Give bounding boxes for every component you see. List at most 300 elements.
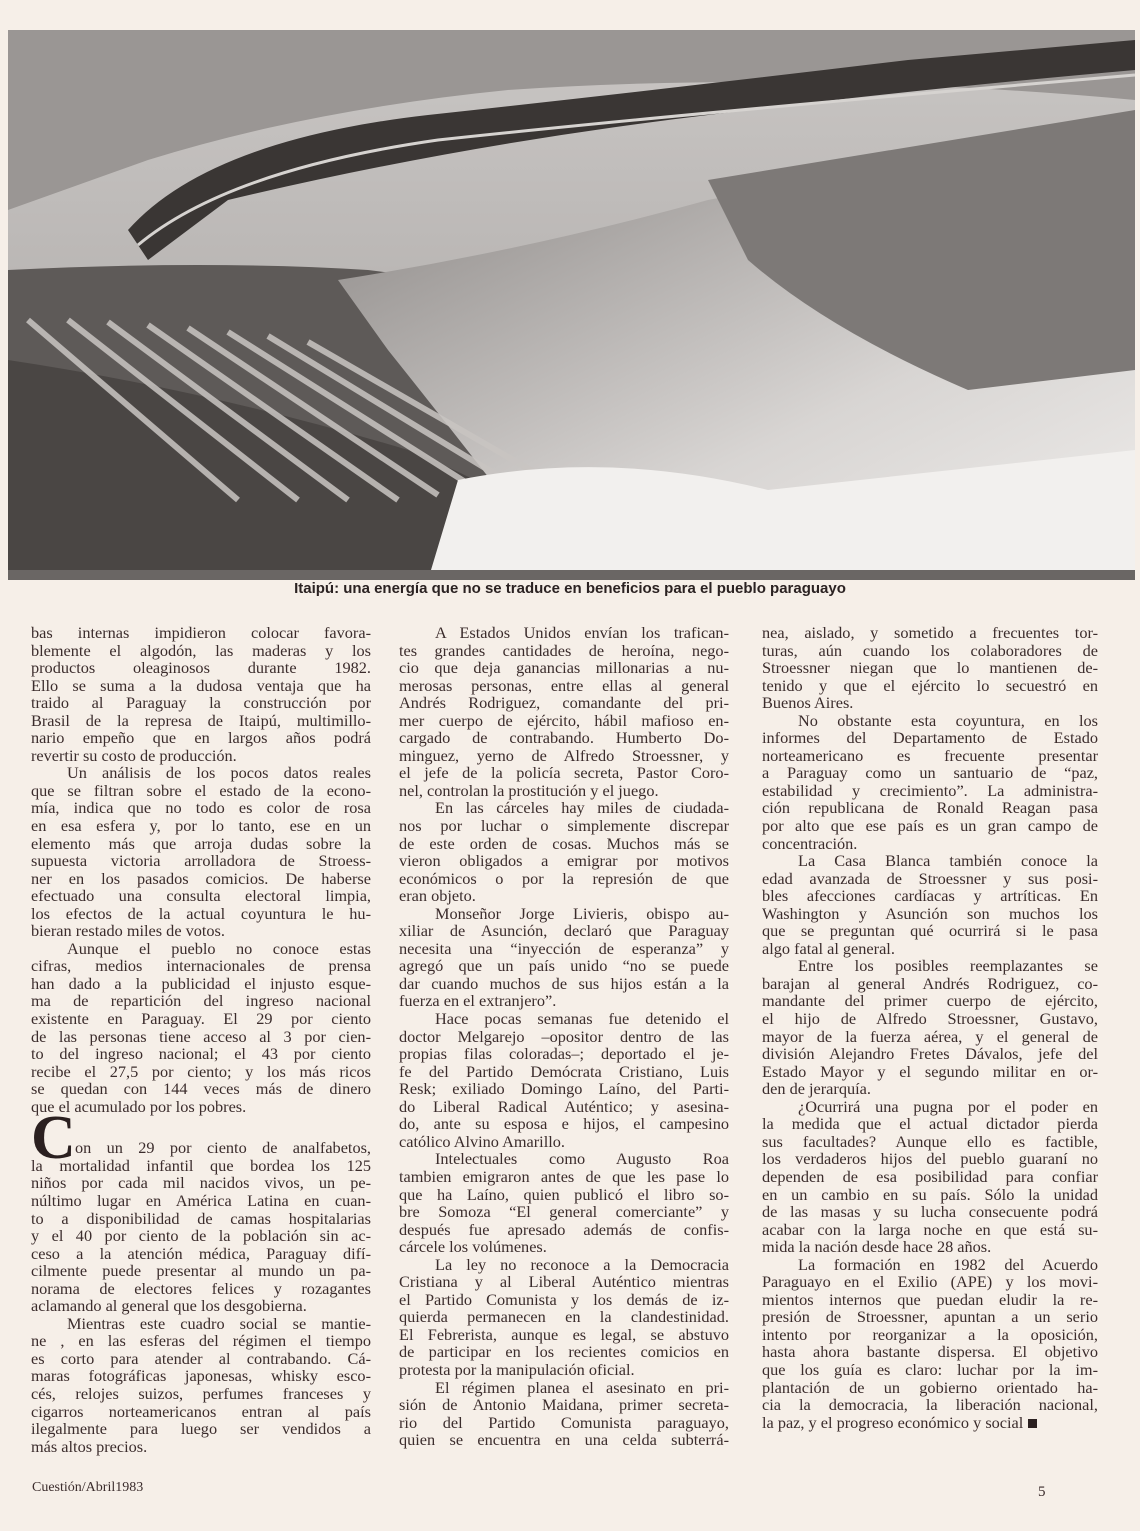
text-line — [762, 1028, 1098, 1046]
line-text: ma de repartición del ingreso nacional — [31, 991, 371, 1011]
text-line — [31, 1063, 371, 1081]
text-line — [31, 940, 371, 958]
text-line — [399, 1063, 729, 1081]
article-column-right — [762, 624, 1098, 1431]
line-text: revertir su costo de producción. — [31, 745, 237, 765]
text-line — [399, 799, 729, 817]
line-text: sus facultades? Aunque ello es factible, — [762, 1131, 1098, 1151]
text-line — [31, 1403, 371, 1421]
text-line — [762, 992, 1098, 1010]
line-text: cigarros norteamericanos entran al país — [31, 1401, 371, 1421]
line-text: en un cambio en su país. Sólo la unidad — [762, 1184, 1098, 1204]
text-line — [399, 1080, 729, 1098]
text-line — [31, 1332, 371, 1350]
line-text: to a disponibilidad de camas hospitalarias — [31, 1208, 371, 1228]
text-line — [399, 1045, 729, 1063]
text-line — [762, 1115, 1098, 1133]
article-paragraph — [399, 624, 729, 799]
text-line — [762, 1080, 1098, 1098]
line-text: Resk; exiliado Domingo Laíno, del Parti- — [399, 1079, 729, 1099]
line-text: que se filtran sobre el estado de la econo- — [31, 780, 371, 800]
text-line — [31, 852, 371, 870]
text-line — [399, 642, 729, 660]
line-text: El régimen planea el asesinato en pri- — [435, 1377, 729, 1397]
line-text: mayor de la fuerza aérea, y el general de — [762, 1026, 1098, 1046]
line-text: Monseñor Jorge Livieris, obispo au- — [435, 903, 729, 923]
text-line — [399, 1221, 729, 1239]
line-text: sión de Antonio Maidana, primer secreta- — [399, 1395, 729, 1415]
line-text: tenido y que el ejército lo secuestró en — [762, 675, 1098, 695]
text-line — [399, 1010, 729, 1028]
article-paragraph — [31, 764, 371, 939]
text-line — [762, 1168, 1098, 1186]
line-text: cés, relojes suizos, perfumes franceses y — [31, 1383, 371, 1403]
line-text: ne , en las esferas del régimen el tiempo — [31, 1331, 371, 1351]
line-text: doctor Melgarejo –opositor dentro de las — [399, 1026, 729, 1046]
text-line — [399, 905, 729, 923]
line-text: dar cuando muchos de sus hijos están a la — [399, 973, 729, 993]
text-line — [399, 852, 729, 870]
text-line — [31, 729, 371, 747]
line-text: el hijo de Alfredo Stroessner, Gustavo, — [762, 1009, 1098, 1029]
text-line — [399, 694, 729, 712]
text-line — [31, 905, 371, 923]
line-text: hasta ahora bastante dispersa. El objetivo — [762, 1342, 1098, 1362]
text-line — [399, 870, 729, 888]
line-text: merosas personas, entre ellas al general — [399, 675, 729, 695]
line-text: en esa esfera y, por lo tanto, ese en un — [31, 816, 371, 836]
line-text: plantación de un gobierno orientado ha- — [762, 1377, 1098, 1397]
line-text: que se preguntan qué ocurrirá si le pasa — [762, 921, 1098, 941]
text-line — [399, 747, 729, 765]
line-text: acabar con la larga noche en que está su- — [762, 1219, 1098, 1239]
line-text: ¿Ocurrirá una pugna por el poder en — [798, 1096, 1098, 1116]
article-column-middle — [399, 624, 729, 1449]
text-line — [31, 1385, 371, 1403]
text-line — [399, 1028, 729, 1046]
text-line — [762, 870, 1098, 888]
line-text: necesita una “inyección de esperanza” y — [399, 938, 729, 958]
text-line — [399, 712, 729, 730]
text-line — [399, 1186, 729, 1204]
line-text: el Partido Comunista y los demás de iz- — [399, 1289, 729, 1309]
text-line — [399, 729, 729, 747]
text-line — [399, 1379, 729, 1397]
line-text: tambien emigraron antes de que les pase lo — [399, 1166, 729, 1186]
line-text: mer cuerpo de ejército, hábil mafioso en- — [399, 710, 729, 730]
text-line — [399, 1150, 729, 1168]
line-text: barajan al general Andrés Rodriguez, co- — [762, 973, 1098, 993]
line-text: aclamando al general que los desgobierna. — [31, 1296, 307, 1316]
line-text: fe del Partido Demócrata Cristiano, Luis — [399, 1061, 729, 1081]
line-text: y el 40 por ciento de la población sin ac- — [31, 1226, 371, 1246]
line-text: do Liberal Radical Auténtico; y asesina- — [399, 1096, 729, 1116]
line-text: productos oleaginosos durante 1982. — [31, 658, 371, 678]
text-line — [31, 1367, 371, 1385]
article-paragraph — [762, 624, 1098, 712]
line-text: que los guía es claro: luchar por la im- — [762, 1359, 1098, 1379]
article-paragraph — [762, 957, 1098, 1097]
text-line — [399, 1203, 729, 1221]
line-text: mía, indica que no todo es color de rosa — [31, 798, 371, 818]
text-line — [31, 624, 371, 642]
text-line — [762, 1256, 1098, 1274]
text-line — [762, 1063, 1098, 1081]
text-line — [762, 1414, 1098, 1432]
line-text: norama de electores felices y rozagantes — [31, 1278, 371, 1298]
text-line — [762, 1379, 1098, 1397]
article-paragraph — [762, 712, 1098, 852]
text-line — [31, 1157, 371, 1175]
text-line — [762, 817, 1098, 835]
publication-footer: Cuestión/Abril1983 — [32, 1480, 144, 1495]
text-line — [399, 1291, 729, 1309]
line-text: la mortalidad infantil que bordea los 125 — [31, 1155, 371, 1175]
article-paragraph — [31, 1315, 371, 1455]
text-line — [31, 1080, 371, 1098]
text-line — [762, 905, 1098, 923]
line-text: intento por reorganizar a la oposición, — [762, 1324, 1098, 1344]
line-text: por alto que ese país es un gran campo de — [762, 816, 1098, 836]
text-line — [399, 624, 729, 642]
text-line — [762, 1343, 1098, 1361]
line-text: algo fatal al general. — [762, 938, 895, 958]
text-line — [31, 1192, 371, 1210]
line-text: La formación en 1982 del Acuerdo — [798, 1254, 1098, 1274]
text-line — [31, 1245, 371, 1263]
text-line — [762, 624, 1098, 642]
text-line — [762, 1010, 1098, 1028]
text-line — [762, 975, 1098, 993]
text-line — [31, 1174, 371, 1192]
article-column-left — [31, 624, 371, 1455]
line-text: cargado de contrabando. Humberto Do- — [399, 728, 729, 748]
article-paragraph — [399, 1256, 729, 1379]
text-line — [31, 1227, 371, 1245]
line-text: cio que deja ganancias millonarias a nu- — [399, 658, 729, 678]
article-paragraph — [31, 624, 371, 764]
line-text: La ley no reconoce a la Democracia — [435, 1254, 729, 1274]
text-line — [762, 887, 1098, 905]
text-line — [399, 1396, 729, 1414]
text-line — [762, 922, 1098, 940]
article-paragraph — [399, 1150, 729, 1255]
text-line — [31, 642, 371, 660]
drop-cap: C — [31, 1104, 76, 1173]
text-line — [399, 1256, 729, 1274]
text-line — [31, 1010, 371, 1028]
line-text: fuerza en el extranjero”. — [399, 991, 557, 1011]
line-text: En las cárceles hay miles de ciudada- — [435, 798, 729, 818]
line-text: quien se encuentra en una celda subterrá- — [399, 1430, 729, 1450]
line-text: de participar en los recientes comicios en — [399, 1342, 729, 1362]
line-text: bas internas impidieron colocar favora- — [31, 623, 371, 642]
line-text: traido al Paraguay la construcción por — [31, 693, 371, 713]
text-line — [399, 1308, 729, 1326]
line-text: ner en los pasados comicios. De haberse — [31, 868, 371, 888]
text-line — [399, 1326, 729, 1344]
text-line — [399, 1098, 729, 1116]
line-text: después fue apresado además de confis- — [399, 1219, 729, 1239]
line-text: minguez, yerno de Alfredo Stroessner, y — [399, 745, 729, 765]
line-text: cifras, medios internacionales de prensa — [31, 956, 371, 976]
text-line — [31, 659, 371, 677]
text-line — [399, 764, 729, 782]
text-line — [399, 940, 729, 958]
text-line — [399, 957, 729, 975]
line-text: se quedan con 144 veces más de dinero — [31, 1079, 371, 1099]
text-line — [399, 887, 729, 905]
text-line — [762, 957, 1098, 975]
page-number: 5 — [1038, 1484, 1046, 1500]
line-text: La Casa Blanca también conoce la — [798, 851, 1098, 871]
line-text: bre Somoza “El general comerciante” y — [399, 1202, 729, 1222]
line-text: económicos o por la represión de que — [399, 868, 729, 888]
text-line — [31, 1315, 371, 1333]
text-line — [399, 659, 729, 677]
line-text: a Paraguay como un santuario de “paz, — [762, 763, 1098, 783]
line-text: Cristiana y al Liberal Auténtico mientras — [399, 1272, 729, 1292]
line-text: El Febrerista, aunque es legal, se abstuvo — [399, 1324, 729, 1344]
text-line — [31, 817, 371, 835]
line-text: Ello se suma a la dudosa ventaja que ha — [31, 675, 371, 695]
text-line — [31, 992, 371, 1010]
itaipu-dam-photo — [8, 30, 1135, 580]
line-text: los efectos de la actual coyuntura le hu- — [31, 903, 371, 923]
line-text: quierda permanecen en la clandestinidad. — [399, 1307, 729, 1327]
text-line — [399, 975, 729, 993]
line-text: agregó que un país unido “no se puede — [399, 956, 729, 976]
line-text: que el acumulado por los pobres. — [31, 1096, 247, 1116]
line-text: recibe el 27,5 por ciento; y los más ricos — [31, 1061, 371, 1081]
line-text: cia la democracia, la liberación nacional, — [762, 1395, 1098, 1415]
line-text: los verdaderos hijos del pueblo guaraní no — [762, 1149, 1098, 1169]
text-line — [31, 1210, 371, 1228]
text-line — [762, 764, 1098, 782]
line-text: Washington y Asunción son muchos los — [762, 903, 1098, 923]
line-text: blemente el algodón, las maderas y los — [31, 640, 371, 660]
line-text: Hace pocas semanas fue detenido el — [435, 1009, 729, 1029]
text-line — [762, 1186, 1098, 1204]
text-line — [762, 677, 1098, 695]
line-text: Brasil de la represa de Itaipú, multimillo- — [31, 710, 371, 730]
line-text: de las personas tiene acceso al 3 por cien- — [31, 1026, 371, 1046]
text-line — [399, 1115, 729, 1133]
line-text: den de jerarquía. — [762, 1079, 871, 1099]
line-text: protesta por la manipulación oficial. — [399, 1359, 635, 1379]
line-text: on un 29 por ciento de analfabetos, — [75, 1138, 371, 1158]
text-line — [762, 1326, 1098, 1344]
text-line — [31, 1297, 371, 1315]
line-text: edad avanzada de Stroessner y sus posi- — [762, 868, 1098, 888]
text-line — [762, 642, 1098, 660]
line-text: Un análisis de los pocos datos reales — [67, 763, 371, 783]
line-text: mandante del primer cuerpo de ejército, — [762, 991, 1098, 1011]
line-text: xiliar de Asunción, declaró que Paraguay — [399, 921, 729, 941]
text-line — [31, 835, 371, 853]
text-line — [399, 1273, 729, 1291]
line-text: Entre los posibles reemplazantes se — [798, 956, 1098, 976]
line-text: A Estados Unidos envían los trafican- — [435, 623, 729, 642]
line-text: bieran restado miles de votos. — [31, 921, 225, 941]
text-line — [762, 747, 1098, 765]
line-text: concentración. — [762, 833, 858, 853]
article-paragraph — [399, 799, 729, 904]
text-line — [31, 975, 371, 993]
text-line — [762, 852, 1098, 870]
line-text: existente en Paraguay. El 29 por ciento — [31, 1009, 371, 1029]
line-text: supuesta victoria arrolladora de Stroess- — [31, 851, 371, 871]
text-line — [762, 1045, 1098, 1063]
line-text: la paz, y el progreso económico y social — [762, 1412, 1024, 1432]
text-line — [31, 1438, 371, 1456]
line-text: rio del Partido Comunista paraguayo, — [399, 1412, 729, 1432]
text-line — [762, 835, 1098, 853]
text-line — [31, 957, 371, 975]
article-paragraph — [399, 905, 729, 1010]
article-paragraph — [399, 1379, 729, 1449]
article-paragraph — [762, 1098, 1098, 1256]
line-text: núltimo lugar en América Latina en cuan- — [31, 1190, 371, 1210]
article-paragraph — [762, 852, 1098, 957]
line-text: turas, aún cuando los colaboradores de — [762, 640, 1098, 660]
line-text: la medida que el actual dictador pierda — [762, 1114, 1098, 1134]
line-text: elemento más que arroja dudas sobre la — [31, 833, 371, 853]
line-text: han dado a la publicidad el injusto esque- — [31, 973, 371, 993]
line-text: Aunque el pueblo no conoce estas — [67, 938, 371, 958]
line-text: es corto para atender al contrabando. Cá- — [31, 1348, 371, 1368]
text-line — [762, 1098, 1098, 1116]
article-paragraph — [399, 1010, 729, 1150]
line-text: vieron obligados a emigrar por motivos — [399, 851, 729, 871]
text-line — [762, 782, 1098, 800]
line-text: Estado Mayor y el segundo militar en or- — [762, 1061, 1098, 1081]
text-line — [31, 1280, 371, 1298]
line-text: maras fotográficas japonesas, whisky esco- — [31, 1366, 371, 1386]
text-line — [399, 992, 729, 1010]
text-line — [31, 1262, 371, 1280]
text-line — [31, 1420, 371, 1438]
line-text: bles afecciones cardíacas y artríticas. En — [762, 886, 1098, 906]
line-text: presión de Stroessner, apuntan a un serio — [762, 1307, 1098, 1327]
line-text: ción republicana de Ronald Reagan pasa — [762, 798, 1098, 818]
text-line — [762, 659, 1098, 677]
text-line — [762, 729, 1098, 747]
line-text: Mientras este cuadro social se mantie- — [67, 1313, 371, 1333]
line-text: mida la nación desde hace 28 años. — [762, 1237, 992, 1257]
text-line — [31, 922, 371, 940]
text-line — [399, 782, 729, 800]
line-text: división Alejandro Fretes Dávalos, jefe del — [762, 1044, 1098, 1064]
line-text: más altos precios. — [31, 1436, 148, 1456]
text-line — [399, 1238, 729, 1256]
text-line — [762, 1150, 1098, 1168]
text-line — [31, 799, 371, 817]
line-text: No obstante esta coyuntura, en los — [798, 710, 1098, 730]
line-text: to del ingreso nacional; el 43 por ciento — [31, 1044, 371, 1064]
text-line — [399, 922, 729, 940]
text-line — [31, 694, 371, 712]
text-line — [762, 1221, 1098, 1239]
line-text: que ha Laíno, quien publicó el libro so- — [399, 1184, 729, 1204]
line-text: norteamericano es frecuente presentar — [762, 745, 1098, 765]
text-line — [31, 1350, 371, 1368]
text-line — [762, 1308, 1098, 1326]
line-text: cárcele los volúmenes. — [399, 1237, 547, 1257]
text-line — [399, 1431, 729, 1449]
text-line — [762, 1396, 1098, 1414]
photo-caption: Itaipú: una energía que no se traduce en beneficios para el pueblo paraguayo — [294, 580, 846, 597]
text-line — [31, 1098, 371, 1116]
text-line — [762, 694, 1098, 712]
line-text: cilmente puede presentar al mundo un pa- — [31, 1261, 371, 1281]
text-line — [31, 1045, 371, 1063]
text-line — [31, 887, 371, 905]
line-text: católico Alvino Amarillo. — [399, 1131, 565, 1151]
line-text: do, ante su esposa e hijos, el campesino — [399, 1114, 729, 1134]
line-text: tes grandes cantidades de heroína, nego- — [399, 640, 729, 660]
text-line — [31, 782, 371, 800]
text-line — [399, 1343, 729, 1361]
text-line — [31, 764, 371, 782]
text-line — [399, 1414, 729, 1432]
text-line — [762, 1203, 1098, 1221]
line-text: dependen de esa posibilidad para confiar — [762, 1166, 1098, 1186]
text-line — [31, 712, 371, 730]
line-text: nea, aislado, y sometido a frecuentes tor- — [762, 623, 1098, 642]
line-text: de las masas y su lucha consecuente podrá — [762, 1202, 1098, 1222]
text-line — [762, 1273, 1098, 1291]
text-line — [399, 1168, 729, 1186]
line-text: Stroessner niegan que lo mantienen de- — [762, 658, 1098, 678]
line-text: eran objeto. — [399, 886, 476, 906]
text-line — [762, 940, 1098, 958]
article-paragraph — [762, 1256, 1098, 1431]
text-line — [762, 712, 1098, 730]
line-text: de este orden de cosas. Muchos más se — [399, 833, 729, 853]
line-text: ceso a la atención médica, Paraguay difí- — [31, 1243, 371, 1263]
text-line — [399, 1361, 729, 1379]
line-text: ilegalmente para luego ser vendidos a — [31, 1419, 371, 1439]
line-text: el jefe de la policía secreta, Pastor Coro- — [399, 763, 729, 783]
text-line — [762, 1238, 1098, 1256]
line-text: efectuado una consulta electoral limpia, — [31, 886, 371, 906]
text-line — [762, 1361, 1098, 1379]
text-line — [399, 677, 729, 695]
text-line — [762, 1291, 1098, 1309]
line-text: mientos internos que puedan eludir la re- — [762, 1289, 1098, 1309]
line-text: Buenos Aires. — [762, 693, 854, 713]
text-line — [31, 747, 371, 765]
line-text: nos por luchar o simplemente discrepar — [399, 816, 729, 836]
line-text: Intelectuales como Augusto Roa — [435, 1149, 729, 1169]
article-paragraph — [31, 940, 371, 1115]
text-line — [399, 817, 729, 835]
line-text: Andrés Rodriguez, comandante del pri- — [399, 693, 729, 713]
line-text: estabilidad y crecimiento”. La administra- — [762, 780, 1098, 800]
text-line — [31, 870, 371, 888]
line-text: informes del Departamento de Estado — [762, 728, 1098, 748]
text-line — [762, 1133, 1098, 1151]
text-line — [31, 1028, 371, 1046]
text-line — [762, 799, 1098, 817]
text-line — [399, 1133, 729, 1151]
text-line — [399, 835, 729, 853]
line-text: nel, controlan la prostitución y el juego. — [399, 780, 659, 800]
line-text: Paraguayo en el Exilio (APE) y los movi- — [762, 1272, 1098, 1292]
text-line — [31, 677, 371, 695]
end-of-article-mark — [1028, 1419, 1037, 1428]
